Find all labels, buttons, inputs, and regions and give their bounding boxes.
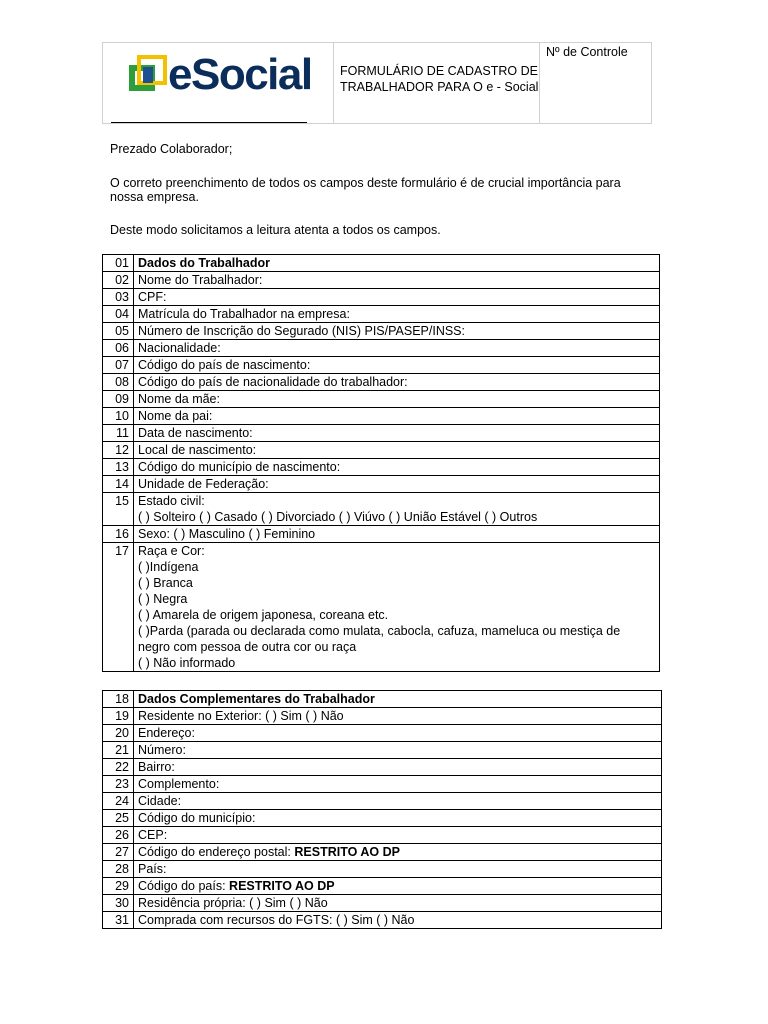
row-number: 29 (103, 878, 134, 895)
field-cell[interactable] (134, 725, 662, 742)
form-row-21 (103, 742, 662, 759)
form-row-30 (103, 895, 662, 912)
logo-text: eSocial (168, 50, 312, 99)
row-number: 31 (103, 912, 134, 929)
field-cell[interactable] (134, 526, 660, 543)
field-cell[interactable] (134, 493, 660, 526)
form-title (334, 43, 540, 123)
row-number: 21 (103, 742, 134, 759)
field-label: Código do município de nascimento: (138, 460, 341, 474)
field-cell[interactable] (134, 759, 662, 776)
restricted-note: RESTRITO AO DP (229, 879, 335, 893)
form-row-03 (103, 289, 660, 306)
field-label: Nome do Trabalhador: (138, 273, 263, 287)
intro-paragraph-1 (110, 176, 670, 204)
row-number: 12 (103, 442, 134, 459)
row-number: 02 (103, 272, 134, 289)
complementary-data-table (102, 690, 662, 929)
row-number: 10 (103, 408, 134, 425)
worker-data-table (102, 254, 660, 672)
field-cell[interactable] (134, 708, 662, 725)
form-row-28 (103, 861, 662, 878)
field-label: Comprada com recursos do FGTS: ( ) Sim ( ) Não (138, 913, 415, 927)
field-cell[interactable] (134, 306, 660, 323)
row-number: 28 (103, 861, 134, 878)
field-cell[interactable] (134, 810, 662, 827)
row-number: 26 (103, 827, 134, 844)
field-option[interactable]: negro com pessoa de outra cor ou raça (138, 640, 357, 654)
row-number: 13 (103, 459, 134, 476)
form-title-line1: FORMULÁRIO DE CADASTRO DE (340, 64, 538, 78)
form-row-13 (103, 459, 660, 476)
field-label: Nacionalidade: (138, 341, 221, 355)
field-cell[interactable] (134, 844, 662, 861)
field-option[interactable]: ( )Parda (parada ou declarada como mulata, cabocla, cafuza, mameluca ou mestiça de (138, 624, 621, 638)
row-number: 05 (103, 323, 134, 340)
field-label: Código do país: (138, 879, 226, 893)
row-number: 11 (103, 425, 134, 442)
field-label: País: (138, 862, 167, 876)
field-cell[interactable] (134, 912, 662, 929)
field-cell[interactable] (134, 459, 660, 476)
field-label: Endereço: (138, 726, 195, 740)
field-cell[interactable] (134, 425, 660, 442)
form-row-25 (103, 810, 662, 827)
field-label: Estado civil: (138, 494, 205, 508)
field-label: Cidade: (138, 794, 182, 808)
control-number-label: Nº de Controle (546, 45, 628, 59)
row-number: 24 (103, 793, 134, 810)
section-heading (134, 691, 662, 708)
field-label: Código do país de nascimento: (138, 358, 311, 372)
row-number: 18 (103, 691, 134, 708)
field-label: Código do país de nacionalidade do trabalhador: (138, 375, 408, 389)
field-cell[interactable] (134, 861, 662, 878)
field-cell[interactable] (134, 374, 660, 391)
row-number: 23 (103, 776, 134, 793)
field-cell[interactable] (134, 543, 660, 672)
section-heading (134, 255, 660, 272)
row-number: 03 (103, 289, 134, 306)
field-cell[interactable] (134, 442, 660, 459)
row-number: 22 (103, 759, 134, 776)
field-option[interactable]: ( ) Negra (138, 592, 188, 606)
form-row-02 (103, 272, 660, 289)
field-cell[interactable] (134, 323, 660, 340)
row-number: 27 (103, 844, 134, 861)
field-cell[interactable] (134, 895, 662, 912)
field-label: Residência própria: ( ) Sim ( ) Não (138, 896, 328, 910)
field-cell[interactable] (134, 776, 662, 793)
form-row-06 (103, 340, 660, 357)
form-row-16 (103, 526, 660, 543)
form-row-01 (103, 255, 660, 272)
form-row-24 (103, 793, 662, 810)
control-number-cell[interactable] (540, 43, 651, 123)
form-row-05 (103, 323, 660, 340)
field-label: Data de nascimento: (138, 426, 253, 440)
row-number: 07 (103, 357, 134, 374)
intro-paragraph-2: Deste modo solicitamos a leitura atenta a todos os campos. (110, 223, 441, 237)
field-label: Local de nascimento: (138, 443, 257, 457)
field-option[interactable]: ( ) Não informado (138, 656, 236, 670)
restricted-note: RESTRITO AO DP (294, 845, 400, 859)
field-label: Código do endereço postal: (138, 845, 291, 859)
form-row-11 (103, 425, 660, 442)
form-row-27 (103, 844, 662, 861)
form-row-10 (103, 408, 660, 425)
form-row-12 (103, 442, 660, 459)
form-header (102, 42, 652, 124)
field-label: Número de Inscrição do Segurado (NIS) PIS/PASEP/INSS: (138, 324, 465, 338)
form-row-04 (103, 306, 660, 323)
form-row-31 (103, 912, 662, 929)
form-row-23 (103, 776, 662, 793)
logo-cell (103, 43, 334, 123)
form-row-14 (103, 476, 660, 493)
field-label: Nome da pai: (138, 409, 213, 423)
field-label: CEP: (138, 828, 168, 842)
row-number: 15 (103, 493, 134, 526)
form-row-22 (103, 759, 662, 776)
form-row-15 (103, 493, 660, 526)
intro-paragraph-1-line1: O correto preenchimento de todos os campos deste formulário é de crucial importância para (110, 176, 621, 190)
row-number: 17 (103, 543, 134, 672)
form-row-20 (103, 725, 662, 742)
row-number: 19 (103, 708, 134, 725)
row-number: 08 (103, 374, 134, 391)
field-options[interactable]: ( ) Solteiro ( ) Casado ( ) Divorciado ( ) Viúvo ( ) União Estável ( ) Outros (138, 510, 538, 524)
row-number: 04 (103, 306, 134, 323)
field-option[interactable]: ( ) Amarela de origem japonesa, coreana etc. (138, 608, 389, 622)
field-label: Número: (138, 743, 186, 757)
field-label: Nome da mãe: (138, 392, 220, 406)
field-cell[interactable] (134, 476, 660, 493)
form-row-08 (103, 374, 660, 391)
field-label: Código do município: (138, 811, 256, 825)
form-row-07 (103, 357, 660, 374)
field-cell[interactable] (134, 391, 660, 408)
field-label: Dados do Trabalhador (138, 256, 270, 270)
field-cell[interactable] (134, 408, 660, 425)
row-number: 09 (103, 391, 134, 408)
form-row-26 (103, 827, 662, 844)
field-cell[interactable] (134, 878, 662, 895)
field-label: CPF: (138, 290, 167, 304)
greeting: Prezado Colaborador; (110, 142, 233, 156)
esocial-logo (127, 50, 312, 99)
form-row-17 (103, 543, 660, 672)
row-number: 06 (103, 340, 134, 357)
form-row-09 (103, 391, 660, 408)
row-number: 20 (103, 725, 134, 742)
field-label: Complemento: (138, 777, 220, 791)
field-cell[interactable] (134, 272, 660, 289)
field-cell[interactable] (134, 742, 662, 759)
field-label: Bairro: (138, 760, 175, 774)
field-cell[interactable] (134, 827, 662, 844)
logo-underline (111, 122, 307, 123)
row-number: 14 (103, 476, 134, 493)
field-label: Matrícula do Trabalhador na empresa: (138, 307, 350, 321)
form-row-19 (103, 708, 662, 725)
field-cell[interactable] (134, 289, 660, 306)
field-label: Sexo: ( ) Masculino ( ) Feminino (138, 527, 316, 541)
field-label: Unidade de Federação: (138, 477, 269, 491)
form-row-18 (103, 691, 662, 708)
intro-paragraph-1-line2: nossa empresa. (110, 190, 199, 204)
row-number: 01 (103, 255, 134, 272)
field-option[interactable]: ( )Indígena (138, 560, 199, 574)
form-row-29 (103, 878, 662, 895)
row-number: 25 (103, 810, 134, 827)
field-label: Raça e Cor: (138, 544, 205, 558)
row-number: 30 (103, 895, 134, 912)
field-cell[interactable] (134, 793, 662, 810)
field-option[interactable]: ( ) Branca (138, 576, 193, 590)
form-title-line2: TRABALHADOR PARA O e - Social (340, 80, 539, 94)
field-label: Dados Complementares do Trabalhador (138, 692, 375, 706)
field-label: Residente no Exterior: ( ) Sim ( ) Não (138, 709, 344, 723)
esocial-logo-icon (127, 55, 167, 95)
row-number: 16 (103, 526, 134, 543)
field-cell[interactable] (134, 340, 660, 357)
field-cell[interactable] (134, 357, 660, 374)
